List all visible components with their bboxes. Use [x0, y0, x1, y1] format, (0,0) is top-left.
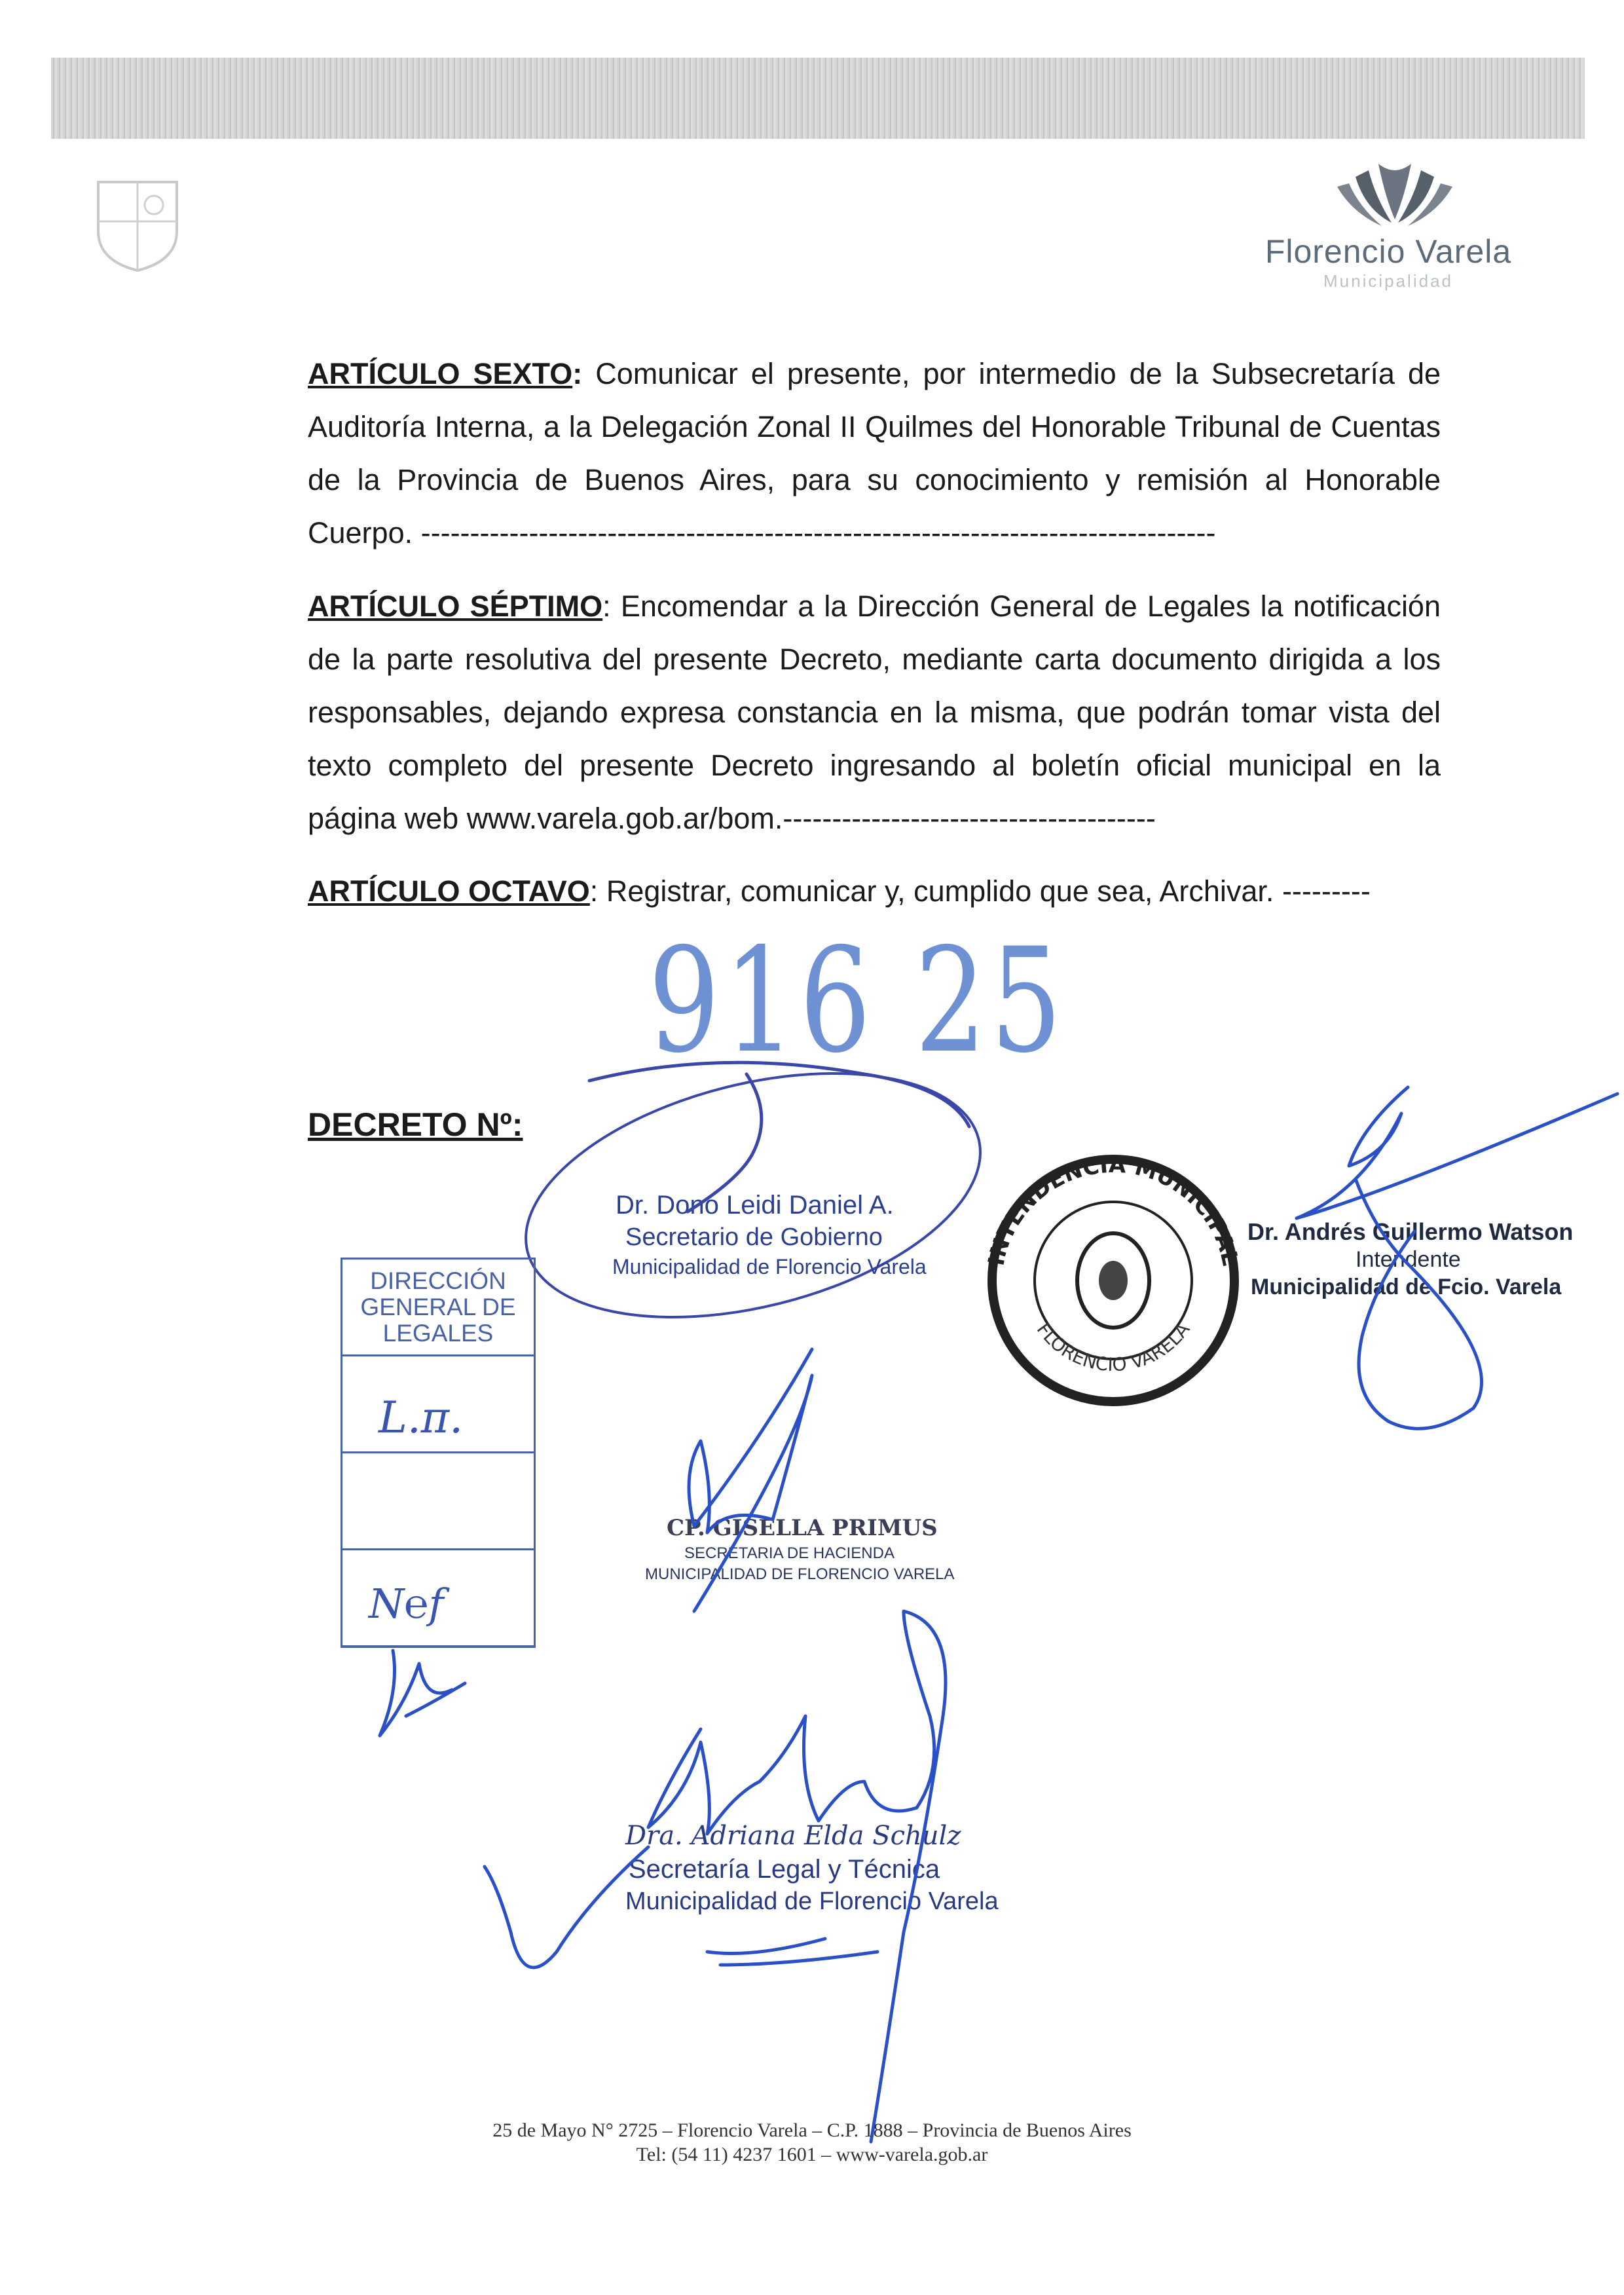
- municipal-shield-icon: [92, 176, 183, 274]
- hacienda-name: CP. GISELLA PRIMUS: [667, 1515, 938, 1541]
- intendente-org: Municipalidad de Fcio. Varela: [1251, 1275, 1562, 1299]
- article-sexto: ARTÍCULO SEXTO: Comunicar el presente, por intermedio de la Subsecretaría de Auditoría Interna, a la Delegación Zonal II Quilmes del Honorable Tribunal de Cuentas de la Provincia de Buenos Aires, para su conocimiento y remisión al Honorable Cuerpo. ---------------------------------------------------------------------------------: [308, 357, 1441, 550]
- legales-signature: [380, 1651, 465, 1736]
- logo-name: Florencio Varela: [1264, 233, 1512, 270]
- article-text: Comunicar el presente, por intermedio de la Subsecretaría de Auditoría Interna, a la Delegación Zonal II Quilmes del Honorable Tribunal de Cuentas de la Provincia de Buenos Aires, para su conocimiento y remisión al Honorable Cuerpo.: [308, 357, 1441, 550]
- legal-org: Municipalidad de Florencio Varela: [625, 1888, 999, 1915]
- gobierno-org: Municipalidad de Florencio Varela: [612, 1255, 927, 1278]
- article-octavo: ARTÍCULO OCTAVO: Registrar, comunicar y, cumplido que sea, Archivar. ---------: [308, 874, 1371, 908]
- article-title: ARTÍCULO SEXTO: [308, 357, 573, 390]
- article-text: Encomendar a la Dirección General de Legales la notificación de la parte resolutiva del presente Decreto, mediante carta documento dirigida a los responsables, dejando expresa constancia en la misma, que podrán tomar vista del texto completo del presente Decreto ingresando al boletín oficial municipal en la página web www.varela.gob.ar/bom.: [308, 589, 1441, 835]
- footer-address: 25 de Mayo N° 2725 – Florencio Varela – C.P. 1888 – Provincia de Buenos Aires: [492, 2119, 1132, 2141]
- hacienda-org: MUNICIPALIDAD DE FLORENCIO VARELA: [645, 1565, 955, 1583]
- legales-stamp-box: [341, 1258, 536, 1648]
- hacienda-role: SECRETARIA DE HACIENDA: [684, 1544, 895, 1562]
- gobierno-role: Secretario de Gobierno: [625, 1223, 883, 1251]
- legales-initials: N℮f: [369, 1580, 444, 1628]
- legales-row: [342, 1356, 534, 1453]
- footer-contact: Tel: (54 11) 4237 1601 – www-varela.gob.ar: [636, 2144, 988, 2165]
- seal-bottom-text: FLORENCIO VARELA: [1032, 1318, 1194, 1376]
- logo-subtitle: Municipalidad: [1323, 271, 1453, 291]
- scan-header-bar: [51, 58, 1585, 139]
- intendente-name: Dr. Andrés Guillermo Watson: [1247, 1218, 1574, 1245]
- legal-name: Dra. Adriana Elda Schulz: [625, 1821, 961, 1851]
- decree-number-stamp: 916 25: [648, 917, 1066, 1085]
- legal-role: Secretaría Legal y Técnica: [629, 1855, 940, 1884]
- legales-title: DIRECCIÓN GENERAL DE LEGALES: [342, 1259, 534, 1356]
- florencio-varela-logo-icon: [1329, 157, 1460, 229]
- article-title: ARTÍCULO SÉPTIMO: [308, 589, 603, 623]
- decreto-label: DECRETO Nº:: [308, 1106, 523, 1143]
- gobierno-name: Dr. Dono Leidi Daniel A.: [616, 1191, 894, 1220]
- legales-row: [342, 1453, 534, 1550]
- article-text: Registrar, comunicar y, cumplido que sea, Archivar.: [598, 874, 1282, 908]
- intendente-role: Intendente: [1356, 1247, 1461, 1272]
- article-septimo: ARTÍCULO SÉPTIMO: Encomendar a la Dirección General de Legales la notificación de la parte resolutiva del presente Decreto, mediante carta documento dirigida a los responsables, dejando expresa constancia en la misma, que podrán tomar vista del texto completo del presente Decreto ingresando al boletín oficial municipal en la página web www.varela.gob.ar/bom.--------------------------------------: [308, 589, 1441, 835]
- article-title: ARTÍCULO OCTAVO: [308, 874, 590, 908]
- legales-initials: L.π.: [378, 1392, 464, 1443]
- seal-top-text: INTENDENCIA MUNICIPAL: [983, 1151, 1244, 1268]
- intendencia-seal: [963, 1133, 1264, 1421]
- legales-row: [342, 1550, 534, 1647]
